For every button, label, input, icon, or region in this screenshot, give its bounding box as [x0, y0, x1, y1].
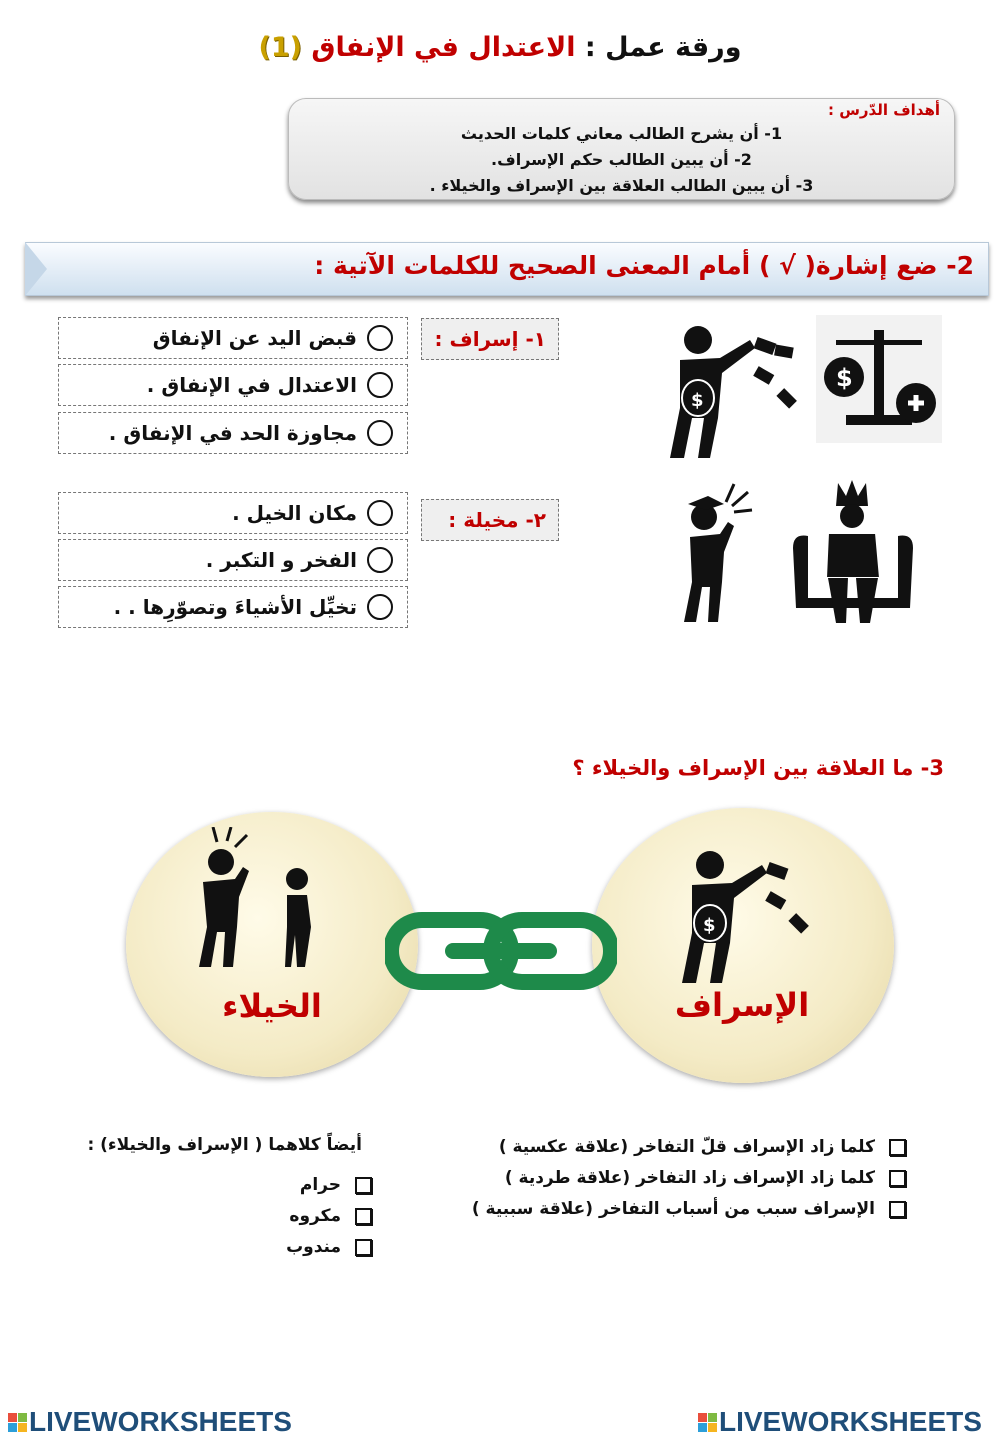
balance-scale-icon [816, 315, 942, 443]
relations-list [446, 1132, 906, 1225]
goal-item: 2- أن يبين الطالب حكم الإسراف. [491, 150, 752, 169]
ruling-label: مندوب [286, 1237, 341, 1257]
checkbox[interactable] [889, 1201, 906, 1218]
checkbox[interactable] [355, 1208, 372, 1225]
option-label: قبض اليد عن الإنفاق [152, 326, 357, 350]
ruling-question: أيضاً كلاهما ( الإسراف والخيلاء) : [87, 1135, 362, 1155]
relation-label: كلما زاد الإسراف قلّ التفاخر (علاقة عكسية ) [498, 1137, 875, 1157]
checkbox[interactable] [355, 1239, 372, 1256]
spending-money-person-icon [660, 318, 800, 463]
option-label: تخيِّل الأشياءَ وتصوّرِها . . [113, 595, 357, 619]
option-label: مكان الخيل . [232, 501, 357, 525]
radio-circle[interactable] [367, 325, 393, 351]
option-israf-2[interactable] [58, 364, 408, 406]
banner-arrow-decoration [25, 242, 47, 296]
relation-label: كلما زاد الإسراف زاد التفاخر (علاقة طردية ) [504, 1168, 875, 1188]
israf-label: الإسراف [674, 986, 810, 1024]
ruling-label: حرام [299, 1175, 341, 1195]
king-on-throne-icon [788, 478, 918, 628]
relation-option[interactable] [446, 1194, 906, 1225]
option-makhila-3[interactable] [58, 586, 408, 628]
checkbox[interactable] [889, 1139, 906, 1156]
goals-list [289, 121, 954, 199]
khuyala-circle [126, 812, 418, 1077]
brand-text: LIVEWORKSHEETS [29, 1406, 292, 1437]
brand-text: LIVEWORKSHEETS [719, 1406, 982, 1437]
khuyala-label: الخيلاء [222, 987, 322, 1025]
option-label: مجاوزة الحد في الإنفاق . [108, 421, 357, 445]
logo-mark-icon [8, 1413, 27, 1432]
radio-circle[interactable] [367, 372, 393, 398]
liveworksheets-logo-left [8, 1406, 292, 1438]
ruling-option[interactable] [222, 1232, 372, 1263]
option-makhila-1[interactable] [58, 492, 408, 534]
term-makhila: ٢- مخيلة : [421, 499, 559, 541]
ruling-label: مكروه [289, 1206, 341, 1226]
logo-mark-icon [698, 1413, 717, 1432]
radio-circle[interactable] [367, 420, 393, 446]
option-israf-3[interactable] [58, 412, 408, 454]
section2-instruction: 2- ضع إشارة( √ ) أمام المعنى الصحيح للكلمات الآتية : [314, 251, 974, 280]
checkbox[interactable] [889, 1170, 906, 1187]
relation-option[interactable] [446, 1132, 906, 1163]
ruling-option[interactable] [222, 1201, 372, 1232]
arrogant-people-icon [191, 827, 331, 972]
section2-banner [25, 242, 989, 296]
title-number: (1) [258, 32, 302, 63]
svg-text:$: $ [691, 390, 704, 411]
title-main: الاعتدال في الإنفاق [301, 32, 576, 63]
option-label: الفخر و التكبر . [205, 548, 357, 572]
israf-circle [592, 808, 894, 1083]
page-title [0, 32, 1000, 63]
relation-label: الإسراف سبب من أسباب التفاخر (علاقة سببية ) [471, 1199, 875, 1219]
ruling-option[interactable] [222, 1170, 372, 1201]
proud-graduate-icon [676, 482, 756, 627]
term-israf: ١- إسراف : [421, 318, 559, 360]
checkbox[interactable] [355, 1177, 372, 1194]
radio-circle[interactable] [367, 594, 393, 620]
option-makhila-2[interactable] [58, 539, 408, 581]
option-label: الاعتدال في الإنفاق . [146, 373, 357, 397]
liveworksheets-logo-right [698, 1406, 982, 1438]
goals-heading: أهداف الدّرس : [828, 101, 940, 119]
spending-money-person-icon [672, 843, 812, 988]
lesson-goals-box [288, 98, 955, 200]
goal-item: 1- أن يشرح الطالب معاني كلمات الحديث [460, 124, 783, 143]
option-israf-1[interactable] [58, 317, 408, 359]
relation-option[interactable] [446, 1163, 906, 1194]
svg-text:$: $ [703, 915, 716, 936]
title-prefix: ورقة عمل : [575, 32, 742, 63]
radio-circle[interactable] [367, 547, 393, 573]
chain-link-icon [385, 910, 617, 992]
rulings-list [222, 1170, 372, 1263]
svg-text:$: $ [836, 364, 853, 392]
goal-item: 3- أن يبين الطالب العلاقة بين الإسراف والخيلاء . [429, 176, 814, 195]
section3-question: 3- ما العلاقة بين الإسراف والخيلاء ؟ [572, 756, 944, 780]
radio-circle[interactable] [367, 500, 393, 526]
